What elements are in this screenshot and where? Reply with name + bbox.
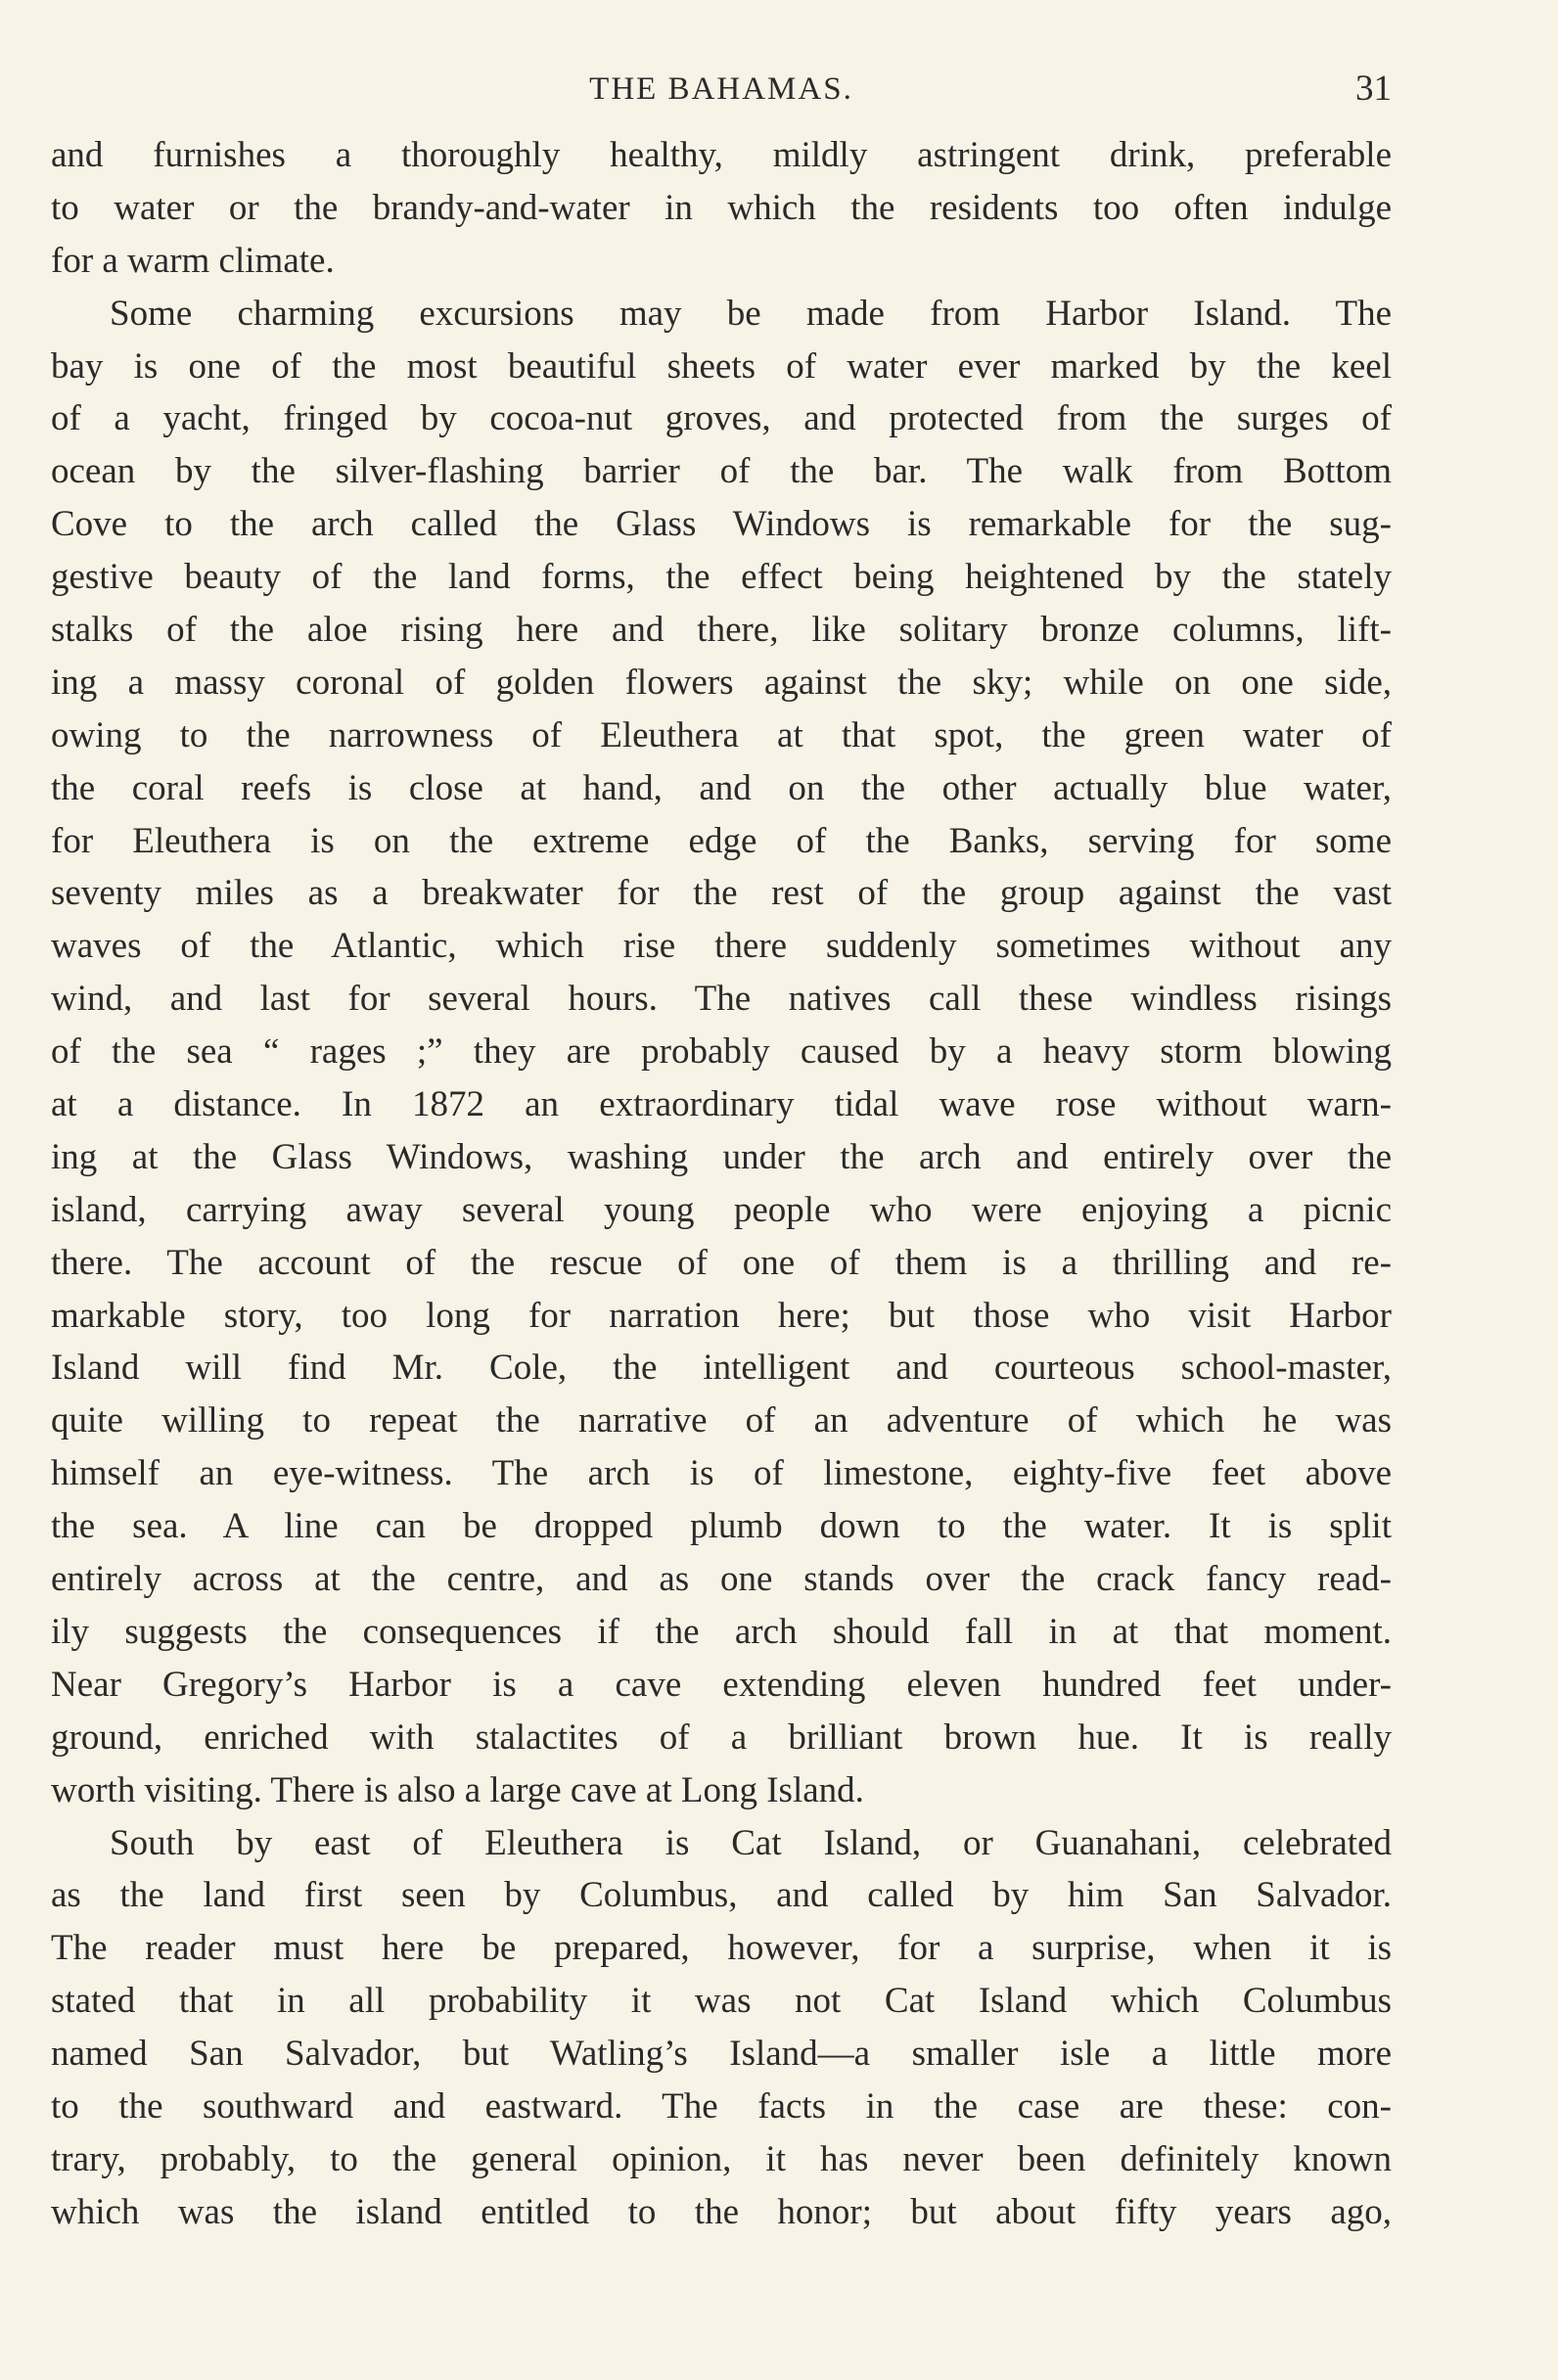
running-title: THE BAHAMAS. bbox=[589, 71, 853, 107]
text-line: of the sea “ rages ;” they are probably caused by a heavy storm blowing bbox=[51, 1031, 1392, 1073]
text-line: Cove to the arch called the Glass Windows is remarkable for the sug- bbox=[51, 504, 1392, 545]
text-line: stated that in all probability it was not Cat Island which Columbus bbox=[51, 1981, 1392, 2022]
text-line: the sea. A line can be dropped plumb down to the water. It is split bbox=[51, 1506, 1392, 1547]
text-line: ground, enriched with stalactites of a brilliant brown hue. It is really bbox=[51, 1716, 1392, 1758]
text-line: The reader must here be prepared, however, for a surprise, when it is bbox=[51, 1928, 1392, 1969]
body-text bbox=[51, 129, 1392, 2239]
text-line: which was the island entitled to the honor; but about fifty years ago, bbox=[51, 2191, 1392, 2232]
text-line: wind, and last for several hours. The natives call these windless risings bbox=[51, 979, 1392, 1020]
text-line: quite willing to repeat the narrative of an adventure of which he was bbox=[51, 1400, 1392, 1442]
text-line: gestive beauty of the land forms, the effect being heightened by the stately bbox=[51, 557, 1392, 598]
text-line: owing to the narrowness of Eleuthera at that spot, the green water of bbox=[51, 714, 1392, 755]
text-line: seventy miles as a breakwater for the rest of the group against the vast bbox=[51, 873, 1392, 914]
text-line: worth visiting. There is also a large cave at Long Island. bbox=[51, 1769, 864, 1810]
text-line: to the southward and eastward. The facts in the case are these: con- bbox=[51, 2085, 1392, 2127]
text-line: ing a massy coronal of golden flowers against the sky; while on one side, bbox=[51, 662, 1392, 703]
text-line: South by east of Eleuthera is Cat Island, or Guanahani, celebrated bbox=[110, 1822, 1392, 1863]
text-line: at a distance. In 1872 an extraordinary tidal wave rose without warn- bbox=[51, 1084, 1392, 1125]
text-line: Some charming excursions may be made from Harbor Island. The bbox=[110, 293, 1392, 334]
text-line: trary, probably, to the general opinion, it has never been definitely known bbox=[51, 2138, 1392, 2179]
text-line: named San Salvador, but Watling’s Island—a smaller isle a little more bbox=[51, 2034, 1392, 2075]
text-line: entirely across at the centre, and as one stands over the crack fancy read- bbox=[51, 1559, 1392, 1600]
page-number: 31 bbox=[1355, 69, 1392, 109]
text-line: bay is one of the most beautiful sheets of water ever marked by the keel bbox=[51, 345, 1392, 387]
text-line: there. The account of the rescue of one of them is a thrilling and re- bbox=[51, 1242, 1392, 1283]
text-line: stalks of the aloe rising here and there, like solitary bronze columns, lift- bbox=[51, 610, 1392, 651]
text-line: himself an eye-witness. The arch is of limestone, eighty-five feet above bbox=[51, 1453, 1392, 1494]
text-line: ing at the Glass Windows, washing under the arch and entirely over the bbox=[51, 1136, 1392, 1177]
text-line: for a warm climate. bbox=[51, 240, 335, 281]
text-line: to water or the brandy-and-water in which the residents too often indulge bbox=[51, 187, 1392, 228]
text-line: ily suggests the consequences if the arch should fall in at that moment. bbox=[51, 1611, 1392, 1652]
text-line: and furnishes a thoroughly healthy, mildly astringent drink, preferable bbox=[51, 135, 1392, 175]
text-line: markable story, too long for narration here; but those who visit Harbor bbox=[51, 1295, 1392, 1336]
text-line: for Eleuthera is on the extreme edge of the Banks, serving for some bbox=[51, 820, 1392, 861]
text-line: as the land first seen by Columbus, and called by him San Salvador. bbox=[51, 1875, 1392, 1916]
text-line: ocean by the silver-flashing barrier of the bar. The walk from Bottom bbox=[51, 451, 1392, 492]
text-line: of a yacht, fringed by cocoa-nut groves, and protected from the surges of bbox=[51, 398, 1392, 439]
text-line: waves of the Atlantic, which rise there suddenly sometimes without any bbox=[51, 926, 1392, 967]
text-line: Near Gregory’s Harbor is a cave extending eleven hundred feet under- bbox=[51, 1664, 1392, 1705]
text-line: Island will find Mr. Cole, the intelligent and courteous school-master, bbox=[51, 1348, 1392, 1389]
running-head bbox=[51, 65, 1392, 114]
text-line: the coral reefs is close at hand, and on the other actually blue water, bbox=[51, 767, 1392, 808]
text-line: island, carrying away several young people who were enjoying a picnic bbox=[51, 1189, 1392, 1230]
